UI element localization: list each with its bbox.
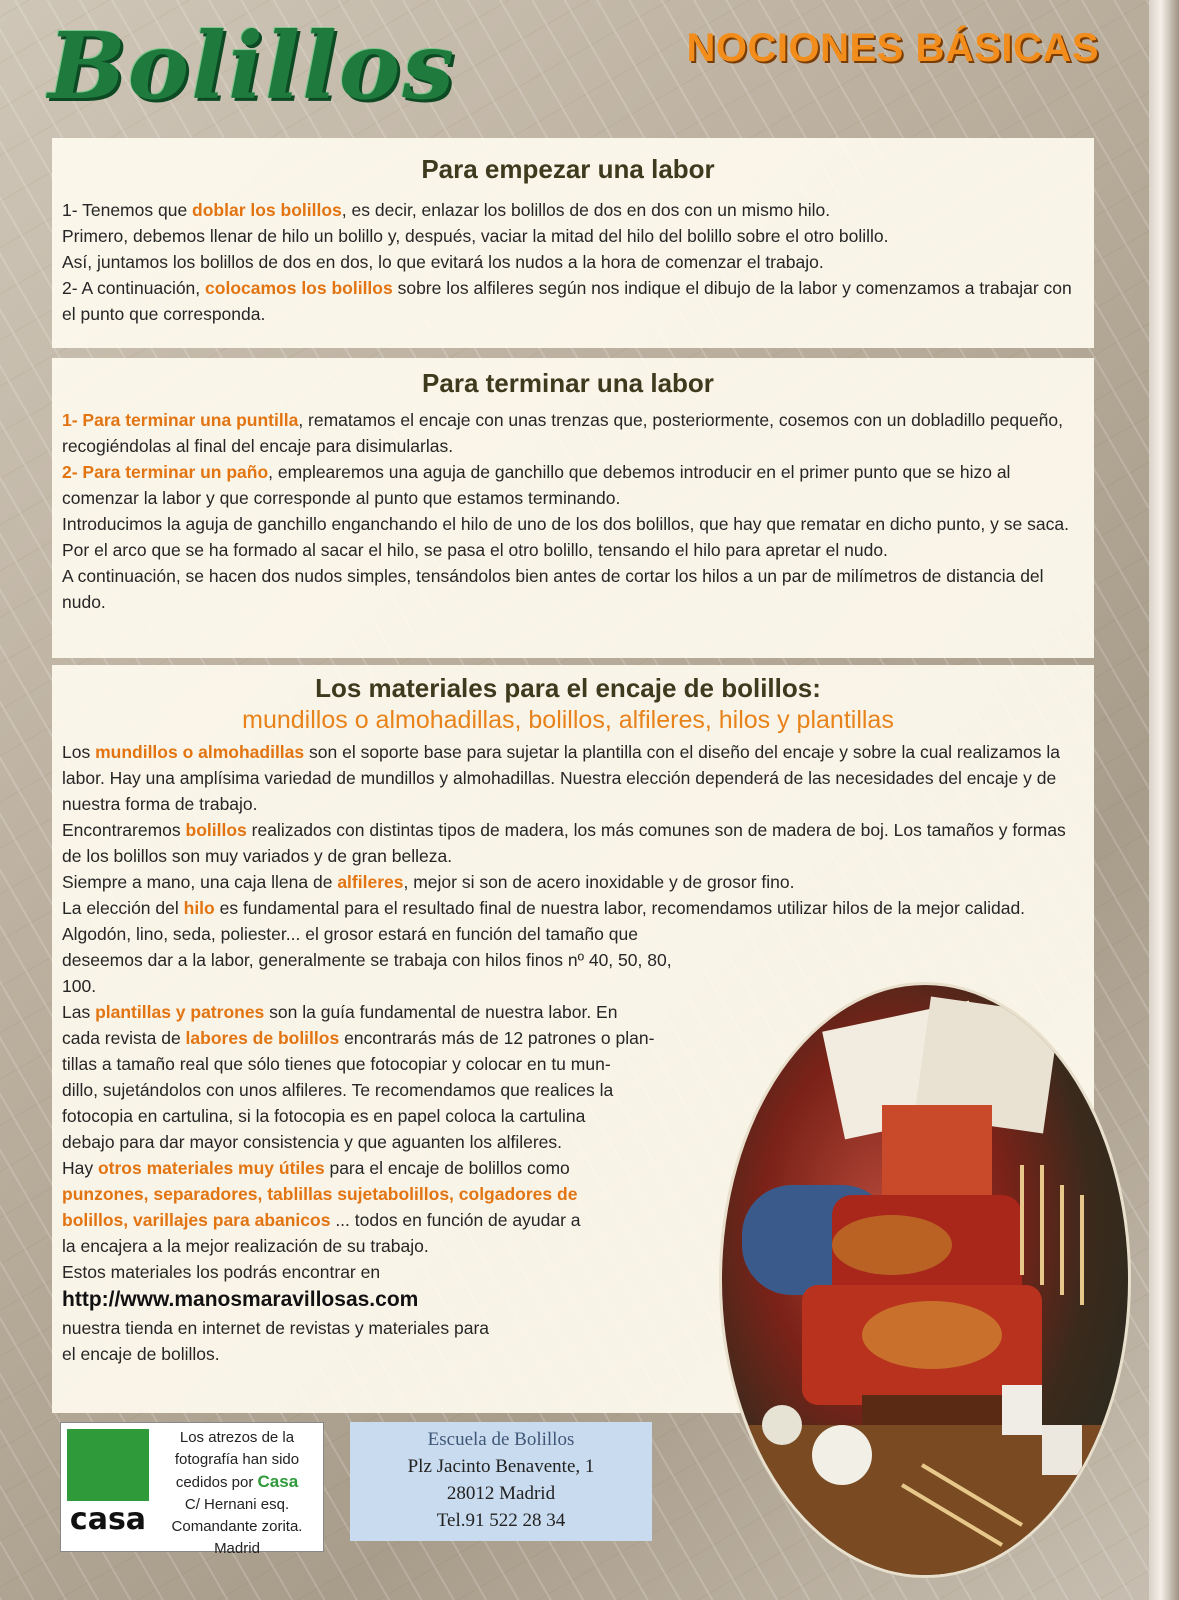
- materiales-para-4: La elección del hilo es fundamental para el resultado final de nuestra labor, recomendamos utilizar hilos de la mejor calidad. Algodón, lino, seda, poliester... el grosor estará en función del tamaño que: [62, 898, 1026, 944]
- escuela-address: Plz Jacinto Benavente, 1: [407, 1456, 595, 1477]
- materiales-para-5-line-4: dillo, sujetándolos con unos alfileres. Te recomendamos que realices la: [62, 1080, 614, 1100]
- empezar-para-2: Primero, debemos llenar de hilo un bolillo y, después, vaciar la mitad del hilo del bolillo sobre el otro bolillo.: [62, 226, 889, 246]
- materiales-para-5-line-2: cada revista de labores de bolillos encontrarás más de 12 patrones o plan-: [62, 1028, 655, 1048]
- materiales-para-1: Los mundillos o almohadillas son el soporte base para sujetar la plantilla con el diseño del encaje y sobre la cual realizamos la labor. Hay una amplísima variedad de mundillos y almohadillas. Nuestra elección dependerá de las necesidades del encaje y de nuestra forma de trabajo.: [62, 742, 1060, 814]
- materiales-para-3: Siempre a mano, una caja llena de alfileres, mejor si son de acero inoxidable y de grosor fino.: [62, 872, 795, 892]
- terminar-para-2: 2- Para terminar un paño, emplearemos una aguja de ganchillo que debemos introducir en el primer punto que se hizo al comenzar la labor y que corresponde al punto que estamos terminando.: [62, 462, 1011, 508]
- casa-line-3: cedidos por Casa: [175, 1472, 299, 1491]
- materiales-para-6-line-4: la encajera a la mejor realización de su trabajo.: [62, 1236, 429, 1256]
- magazine-logo: Bolillos: [48, 12, 457, 120]
- materiales-para-4-line-2: deseemos dar a la labor, generalmente se trabaja con hilos finos nº 40, 50, 80,: [62, 950, 672, 970]
- terminar-heading: Para terminar una labor: [422, 368, 714, 398]
- casa-logo-square: [67, 1429, 149, 1501]
- materiales-para-4-line-3: 100.: [62, 976, 97, 996]
- casa-credit: [60, 1422, 324, 1557]
- materiales-para-2: Encontraremos bolillos realizados con distintas tipos de madera, los más comunes son de madera de boj. Los tamaños y formas de los bolillos son muy variados y de gran belleza.: [62, 820, 1066, 866]
- empezar-para-4: 2- A continuación, colocamos los bolillos sobre los alfileres según nos indique el dibujo de la labor y comenzamos a trabajar con el punto que corresponda.: [62, 278, 1072, 324]
- empezar-heading: Para empezar una labor: [421, 154, 715, 184]
- casa-logo: [67, 1429, 149, 1541]
- materiales-para-8: nuestra tienda en internet de revistas y materiales para: [62, 1318, 490, 1338]
- materials-photo: [722, 985, 1128, 1575]
- terminar-para-3: Introducimos la aguja de ganchillo enganchando el hilo de uno de los dos bolillos, que hay que rematar en dicho punto, y se saca. Por el arco que se ha formado al sacar el hilo, se pasa el otro bolillo, tensando el hilo para apretar el nudo.: [62, 514, 1069, 560]
- materiales-para-5: Las plantillas y patrones son la guía fundamental de nuestra labor. En: [62, 1002, 618, 1022]
- store-url[interactable]: http://www.manosmaravillosas.com: [62, 1288, 419, 1311]
- materiales-para-9: el encaje de bolillos.: [62, 1344, 220, 1364]
- materiales-para-5-line-5: fotocopia en cartulina, si la fotocopia es en papel coloca la cartulina: [62, 1106, 586, 1126]
- materiales-para-6: Hay otros materiales muy útiles para el encaje de bolillos como: [62, 1158, 570, 1178]
- section-title: NOCIONES BÁSICAS: [686, 26, 1099, 70]
- materiales-heading: Los materiales para el encaje de bolillos:: [315, 673, 821, 703]
- page-edge: [1149, 0, 1179, 1600]
- empezar-para-3: Así, juntamos los bolillos de dos en dos, lo que evitará los nudos a la hora de comenzar el trabajo.: [62, 252, 824, 272]
- casa-logo-text: casa: [69, 1502, 147, 1537]
- empezar-para-1: 1- Tenemos que doblar los bolillos, es decir, enlazar los bolillos de dos en dos con un mismo hilo.: [62, 200, 831, 220]
- materiales-subheading: mundillos o almohadillas, bolillos, alfileres, hilos y plantillas: [242, 706, 894, 734]
- casa-line-6: Madrid: [214, 1540, 260, 1557]
- materiales-para-7: Estos materiales los podrás encontrar en: [62, 1262, 381, 1282]
- empezar-panel: [52, 138, 1094, 348]
- materiales-para-5-line-3: tillas a tamaño real que sólo tienes que fotocopiar y colocar en tu mun-: [62, 1054, 611, 1074]
- terminar-panel: [52, 358, 1094, 658]
- materiales-para-6-line-2: punzones, separadores, tablillas sujetabolillos, colgadores de: [62, 1184, 578, 1204]
- materiales-para-6-line-3: bolillos, varillajes para abanicos ... todos en función de ayudar a: [62, 1210, 581, 1230]
- casa-line-1: Los atrezos de la: [179, 1429, 295, 1446]
- casa-line-4: C/ Hernani esq.: [184, 1496, 290, 1513]
- casa-line-5: Comandante zorita.: [171, 1518, 303, 1535]
- escuela-title: Escuela de Bolillos: [427, 1429, 575, 1450]
- escuela-phone: Tel.91 522 28 34: [436, 1510, 566, 1531]
- casa-line-2: fotografía han sido: [174, 1451, 300, 1468]
- terminar-para-4: A continuación, se hacen dos nudos simples, tensándolos bien antes de cortar los hilos a un par de milímetros de distancia del nudo.: [62, 566, 1044, 612]
- terminar-para-1: 1- Para terminar una puntilla, rematamos el encaje con unas trenzas que, posteriormente, cosemos con un dobladillo pequeño, recogiéndolas al final del encaje para disimularlas.: [62, 410, 1063, 456]
- escuela-city: 28012 Madrid: [446, 1483, 556, 1504]
- escuela-box: [350, 1422, 652, 1541]
- casa-credit-text: [153, 1427, 321, 1560]
- materials-photo-illustration: [722, 985, 1128, 1575]
- materiales-para-5-line-6: debajo para dar mayor consistencia y que aguanten los alfileres.: [62, 1132, 563, 1152]
